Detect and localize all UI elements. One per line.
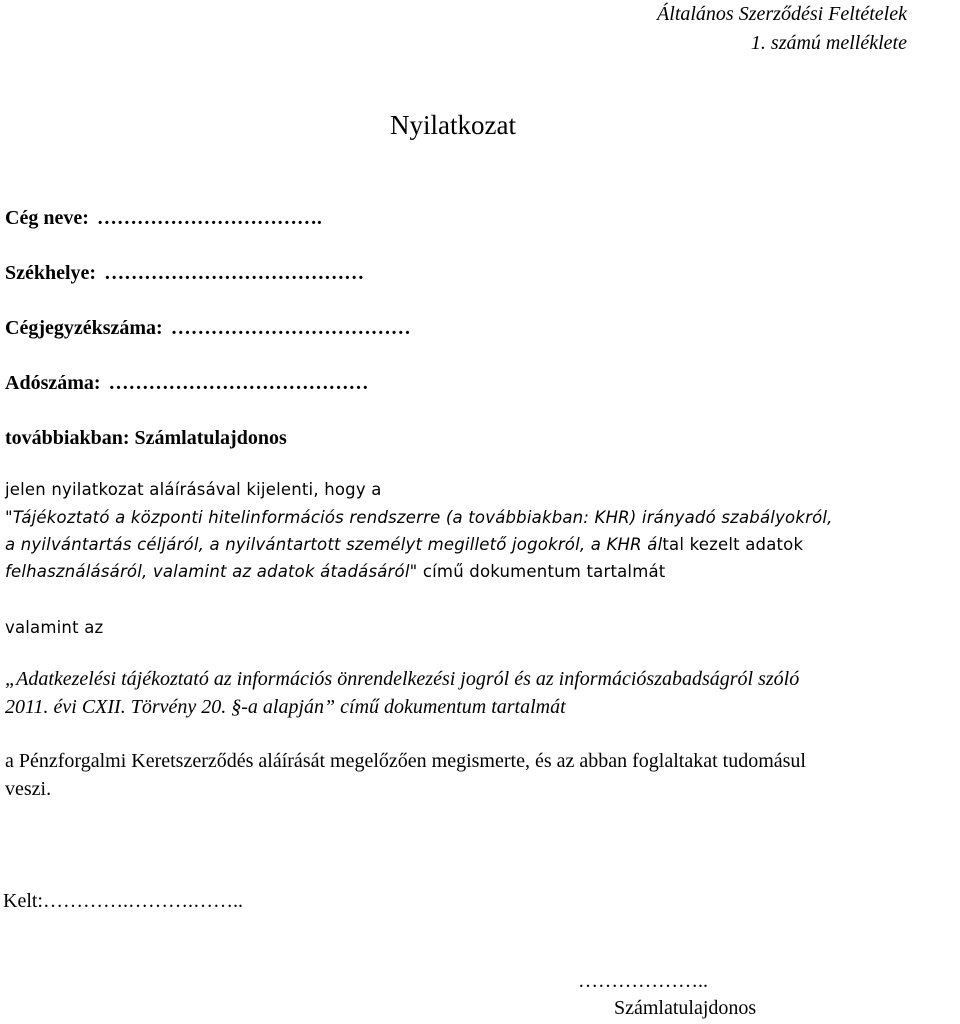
date-label: Kelt:: [3, 890, 43, 912]
privacy-doc-line-1: „Adatkezelési tájékoztató az információs önrendelkezési jogról és az információszabadságról szóló: [5, 668, 800, 690]
company-name-field: [5, 207, 322, 230]
declaration-line-4-rest: " című dokumentum tartalmát: [409, 562, 666, 581]
acknowledgement-line-1: a Pénzforgalmi Keretszerződés aláírását megelőzően megismerte, és az abban foglaltakat tudomásul: [5, 750, 806, 772]
tax-number-label: Adószáma:: [5, 372, 101, 394]
date-field: [3, 890, 243, 913]
declaration-line-1: jelen nyilatkozat aláírásával kijelenti, hogy a: [5, 480, 382, 499]
privacy-doc-line-2: [5, 696, 566, 719]
privacy-doc-line-2-italic: 2011. évi CXII. Törvény 20. §-a alapján” című dokumentum tartalmát: [5, 696, 566, 718]
declaration-line-3-rest: tal kezelt adatok: [662, 535, 804, 554]
declaration-line-3-italic: a nyilvántartás céljáról, a nyilvántartott személyt megillető jogokról, a KHR ál: [5, 535, 663, 554]
company-name-label: Cég neve:: [5, 207, 89, 229]
page-title: Nyilatkozat: [390, 110, 516, 140]
seat-value: …………………………………: [104, 262, 365, 284]
signature-label: Számlatulajdonos: [614, 997, 757, 1019]
date-value: ………….……….……..: [43, 890, 243, 912]
declaration-line-4-italic: felhasználásáról, valamint az adatok átadásáról: [5, 562, 410, 581]
registry-field: [5, 317, 411, 340]
acknowledgement-line-2: veszi.: [5, 778, 52, 800]
seat-field: [5, 262, 364, 285]
company-name-value: …………………………….: [96, 207, 322, 229]
seat-label: Székhelye:: [5, 262, 97, 284]
registry-value: ………………………………: [170, 317, 411, 339]
tax-number-value: …………………………………: [108, 372, 369, 394]
declaration-line-5: valamint az: [5, 618, 104, 637]
signature-line: ………………..: [578, 970, 708, 992]
registry-label: Cégjegyzékszáma:: [5, 317, 163, 339]
declaration-line-2: "Tájékoztató a központi hitelinformációs rendszerre (a továbbiakban: KHR) irányadó szabályokról,: [5, 508, 833, 527]
declaration-line-3: [5, 535, 803, 554]
header-line-2: 1. számú melléklete: [750, 32, 907, 54]
account-holder-note: továbbiakban: Számlatulajdonos: [5, 427, 287, 449]
tax-number-field: [5, 372, 369, 395]
header-line-1: Általános Szerződési Feltételek: [657, 3, 907, 25]
declaration-line-4: [5, 562, 665, 581]
